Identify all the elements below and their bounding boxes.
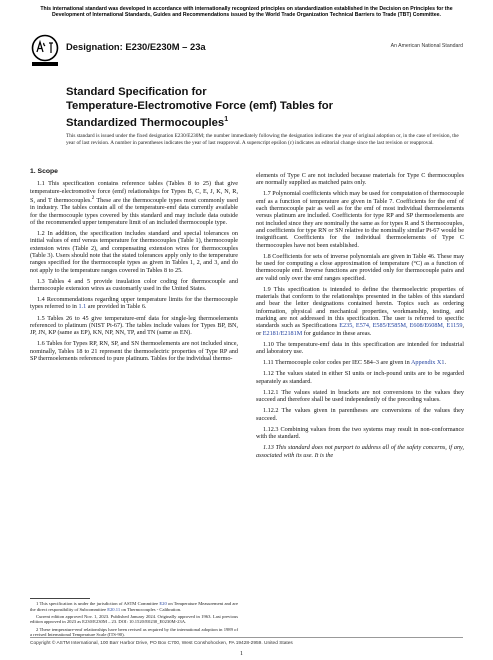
footer-divider: [30, 637, 463, 638]
footnote-2: 2 These temperature-emf relationships have been revised as required by the international adoption in 1989 of a revised International Temperature Scale (ITS-90).: [30, 626, 238, 638]
title-footnote-mark: 1: [224, 116, 229, 124]
paragraph-1-2: 1.2 In addition, the specification includes standard and special tolerances on initial values of emf versus temperature for thermocouples (Table 1), thermocouple extension wires (Table 2), and compensating extension wires for thermocouples (Table 3). Users should note that the stated tolerances apply only to the temperature ranges specified for the thermocouple types as given in Tables 1, 2, and 3, and do not apply to the temperature ranges covered in Tables 8 to 25.: [30, 230, 238, 274]
paragraph-1-11: 1.11 Thermocouple color codes per IEC 584–3 are given in Appendix X1.: [263, 359, 447, 367]
link-e20[interactable]: E20: [159, 601, 167, 606]
page-number: 1: [240, 651, 243, 657]
footnote-divider: [30, 598, 90, 599]
footnote-1: 1 This specification is under the jurisdiction of ASTM Committee E20 on Temperature Measurement and are the direct responsibility of Subcommittee E20.11 on Thermocouples - Calibration.: [30, 601, 238, 612]
paragraph-1-12-2: 1.12.2 The values given in parentheses are conversions of the values they succeed.: [256, 407, 464, 422]
paragraph-1-1: 1.1 This specification contains reference tables (Tables 8 to 25) that give temperature-electromotive force (emf) relationships for Types B, C, E, J, K, N, R, S, and T thermocouples.$^2$ These are the thermocouple types most commonly used in industry. The tables contain all of the temperature-emf data currently available for the thermocouple types covered by this standard and may include data outside of the recommended upper temperature limit of an included thermocouple type.: [30, 180, 238, 226]
link-specifications[interactable]: E235, E574, E585/E585M, E608/E608M, E1159: [339, 322, 463, 330]
document-title: [66, 86, 446, 131]
link-e20-11[interactable]: E20.11: [107, 606, 121, 612]
paragraph-1-12-3: 1.12.3 Combining values from the two systems may result in non-conformance with the standard.: [256, 425, 464, 441]
paragraph-1-9: 1.9 This specification is intended to define the thermoelectric properties of materials that conform to the relationships presented in the tables of this standard and bear the letter designations contained herein. Topics such as ordering information, physical and mechanical properties, workmanship, testing, and marking are not addressed in this specification. The user is referred to specific standards such as Specifications E235, E574, E585/E585M, E608/E608M, E1159, or E2181/E2181M for guidance in these areas.: [256, 285, 465, 337]
footnotes: [30, 601, 238, 639]
paragraph-continued: elements of Type C are not included because materials for Type C thermocouples are normally supplied as matched pairs only.: [256, 172, 464, 187]
title-line-1: Standard Specification for: [66, 86, 207, 98]
link-appendix-x1[interactable]: Appendix X1: [410, 359, 445, 367]
designation: Designation: E230/E230M – 23a: [66, 41, 206, 52]
paragraph-1-3: 1.3 Tables 4 and 5 provide insulation color coding for thermocouple and thermocouple extension wires as customarily used in the United States.: [30, 277, 238, 292]
copyright-notice: Copyright © ASTM International, 100 Barr Harbor Drive, PO Box C700, West Conshohocken, PA 19428-2959. United States: [30, 641, 293, 646]
paragraph-1-6: 1.6 Tables for Types RP, RN, SP, and SN thermoelements are not included since, nominally, Tables 18 to 21 represent the thermoelectric properties of Type RP and SP thermoelements referenced to pure platinum. Tables for the individual thermo-: [30, 340, 238, 363]
paragraph-1-12: 1.12 The values stated in either SI units or inch-pound units are to be regarded separately as standard.: [256, 370, 464, 385]
title-line-2: Temperature-Electromotive Force (emf) Tables for: [66, 99, 334, 112]
paragraph-1-7: 1.7 Polynomial coefficients which may be used for computation of thermocouple emf as a function of temperature are given in Table 7. Coefficients for the emf of each thermocouple pair as well as for the emf of most individual thermoelements versus platinum are included. Coefficients for type RP and SP thermoelements are not included since they are nominally the same as for types R and S thermocouples, and coefficients for type RN or SN relative to the nominally similar Pt-67 would be insignificant. Coefficients for the individual thermoelements of Type C thermocouples have not been established.: [256, 190, 464, 249]
standard-issue-note: This standard is issued under the fixed designation E230/E230M; the number immediately following the designation indicates the year of original adoption or, in the case of revision, the year of last revision. A number in parentheses indicates the year of last reapproval. A superscript epsilon (ε) indicates an editorial change since the last revision or reapproval.: [66, 133, 459, 146]
paragraph-1-10: 1.10 The temperature-emf data in this specification are intended for industrial and laboratory use.: [256, 340, 464, 356]
footnote-1-edition: Current edition approved Nov. 1, 2023. Published January 2024. Originally approved in 1963. Last previous edition approved in 2023 as E230/E230M – 23. DOI: 10.1520/E0230_E0230M-23A.: [30, 613, 238, 625]
link-1-1[interactable]: 1.1: [78, 303, 87, 311]
national-standard-label: An American National Standard: [390, 43, 463, 49]
right-column: [256, 172, 464, 463]
international-standard-notice: This international standard was developed in accordance with internationally recognized principles on standardization established in the Decision on Principles for the Development of International Standards, Guides and Recommendations issued by the World Trade Organization Technical Barriers to Trade (TBT) Committee.: [40, 6, 453, 19]
astm-logo-icon: [30, 34, 60, 68]
link-e2181[interactable]: E2181/E2181M: [262, 329, 303, 337]
paragraph-1-8: 1.8 Coefficients for sets of inverse polynomials are given in Table 46. These may be used for computing a close approximation of temperature (°C) as a function of thermocouple emf. Inverse functions are provided only for thermocouple pairs and are valid only over the emf ranges specified.: [256, 252, 464, 282]
title-line-3: Standardized Thermocouples$^1$: [66, 116, 229, 129]
section-heading-scope: 1. Scope: [30, 168, 58, 175]
paragraph-1-13: 1.13 This standard does not purport to address all of the safety concerns, if any, associated with its use. It is the: [256, 444, 464, 459]
paragraph-1-4: 1.4 Recommendations regarding upper temperature limits for the thermocouple types referred to in 1.1 are provided in Table 6.: [30, 296, 238, 311]
paragraph-1-12-1: 1.12.1 The values stated in brackets are not conversions to the values they succeed and therefore shall be used independently of the preceding values.: [256, 388, 464, 404]
paragraph-1-5: 1.5 Tables 26 to 45 give temperature-emf data for single-leg thermoelements referenced to platinum (NIST Pt-67). The tables include values for Types BP, BN, JP, JN, KP (same as EP), KN, NP, NN, TP, and TN (same as EN).: [30, 314, 238, 337]
left-column: [30, 168, 238, 366]
